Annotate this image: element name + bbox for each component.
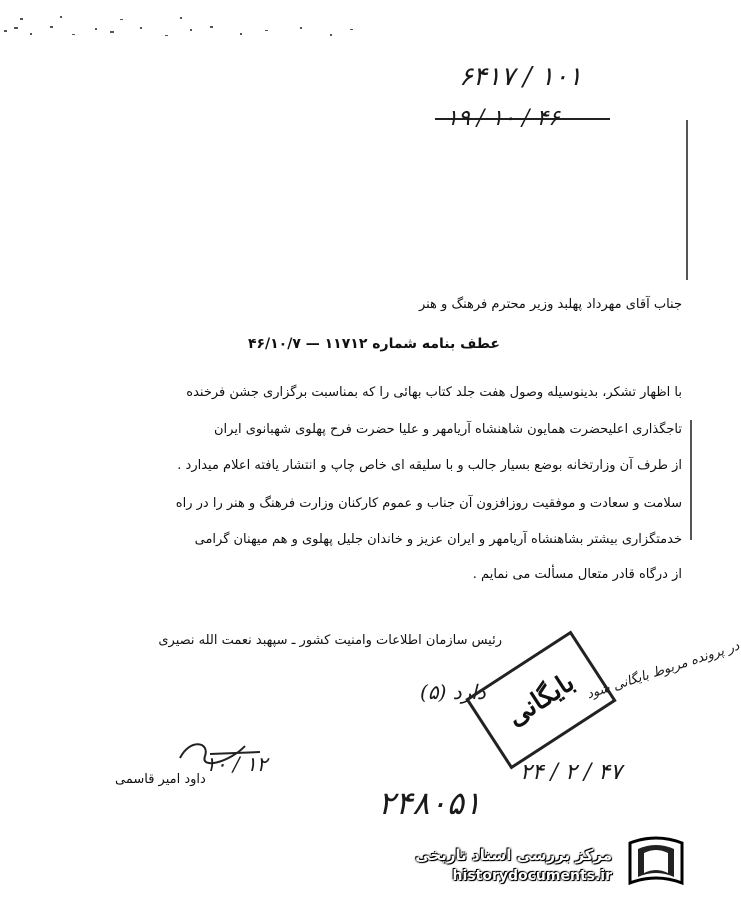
archive-date: ۴۷ / ۲ / ۲۴ [520,760,622,785]
watermark-url: historydocuments.ir [452,868,612,884]
stamp-text: بایگانی [501,667,581,733]
file-number: ۱۰۱ / ۶۴۱۷ [458,62,582,92]
cc-date: ۱۲ / ۱۰ [205,752,268,776]
cc-name: داود امیر قاسمی [115,772,206,787]
signer-line: رئیس سازمان اطلاعات وامنیت کشور ـ سپهبد نعمت الله نصیری [158,633,502,648]
book-logo-icon [624,833,688,891]
body-line: سلامت و سعادت و موفقیت روزافزون آن جناب و عموم کارکنان وزارت فرهنگ و هنر را در راه [175,496,682,511]
archive-note: دارد (۵) [420,680,486,704]
body-line: تاجگذاری اعلیحضرت همایون شاهنشاه آریامهر و علیا حضرت فرح پهلوی شهبانوی ایران [214,422,682,437]
body-line: از طرف آن وزارتخانه بوضع بسیار جالب و با سلیقه ای خاص چاپ و انتشار یافته اعلام میدارد . [177,458,682,473]
watermark-title: مرکز بررسی اسناد تاریخی [415,846,612,864]
archive-number: ۲۴۸۰۵۱ [378,784,482,822]
body-line: از درگاه قادر متعال مسألت می نمایم . [472,567,682,582]
body-line: با اظهار تشکر، بدینوسیله وصول هفت جلد کتاب بهائی را که بمناسبت برگزاری جشن فرخنده [186,385,682,400]
salutation: جناب آقای مهرداد پهلبد وزیر محترم فرهنگ و هنر [418,297,682,312]
reference-line: عطف بنامه شماره ۱۱۷۱۲ — ۴۶/۱۰/۷ [247,336,500,352]
body-line: خدمتگزاری بیشتر بشاهنشاه آریامهر و ایران عزیز و خاندان جلیل پهلوی و هم میهنان گرامی [194,532,682,547]
margin-note: در پرونده مربوط بایگانی شود [585,638,741,703]
file-date: ۴۶ / ۱۰ / ۱۹ [446,106,560,131]
